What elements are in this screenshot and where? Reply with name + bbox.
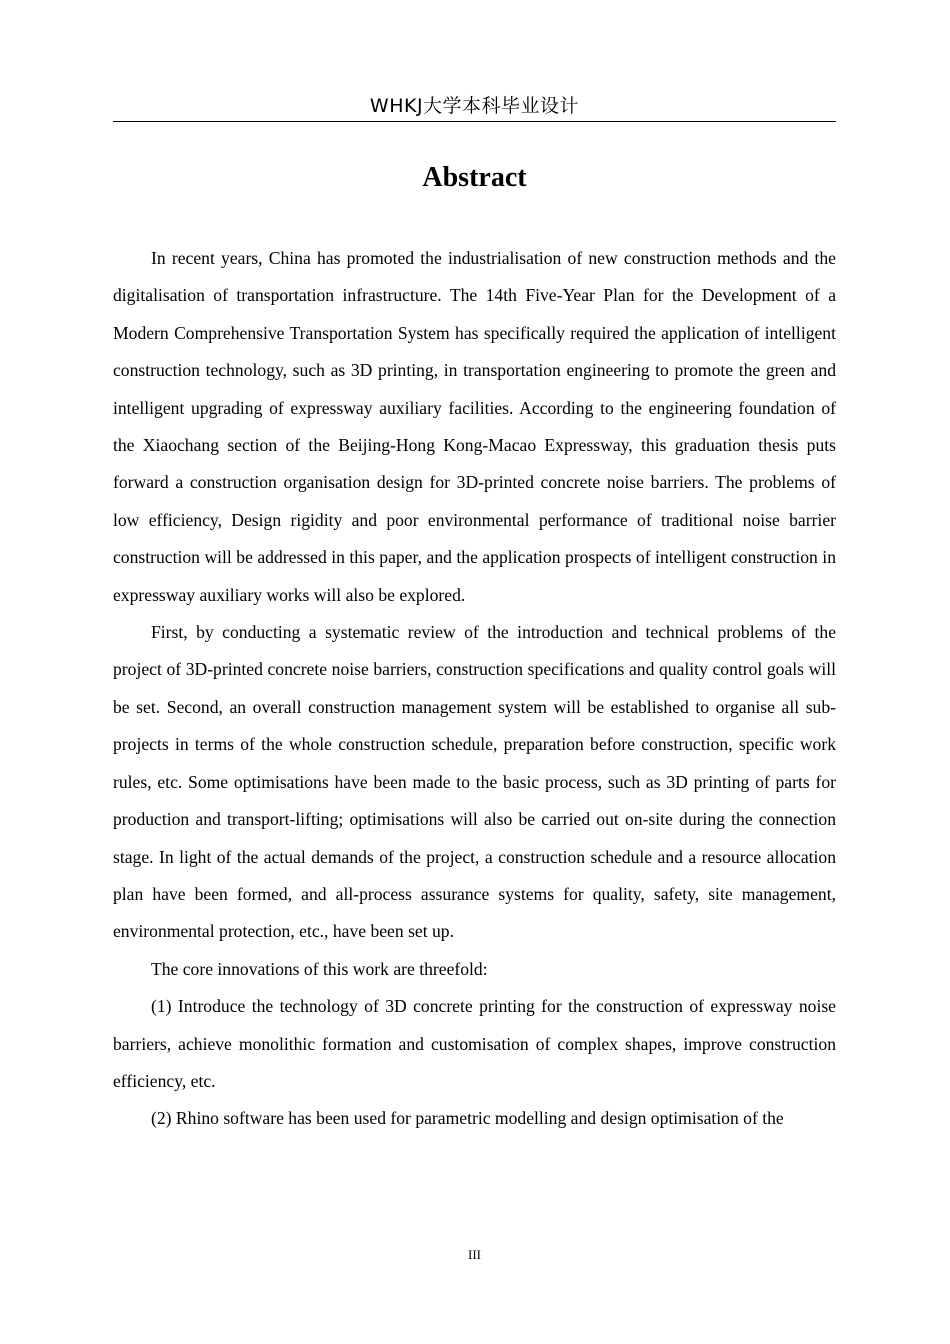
abstract-paragraph-3: The core innovations of this work are threefold: [151, 958, 488, 979]
abstract-title: Abstract [422, 162, 527, 193]
abstract-paragraph-4: (1) Introduce the technology of 3D concrete printing for the construction of expressway noise barriers, achieve monolithic formation and customisation of complex shapes, improve construction efficiency, etc. [113, 996, 836, 1091]
abstract-paragraph-1: In recent years, China has promoted the industrialisation of new construction methods and the digitalisation of transportation infrastructure. The 14th Five-Year Plan for the Development of a Modern Comprehensive Transportation System has specifically required the application of intelligent construction technology, such as 3D printing, in transportation engineering to promote the green and intelligent upgrading of expressway auxiliary facilities. According to the engineering foundation of the Xiaochang section of the Beijing-Hong Kong-Macao Expressway, this graduation thesis puts forward a construction organisation design for 3D-printed concrete noise barriers. The problems of low efficiency, Design rigidity and poor environmental performance of traditional noise barrier construction will be addressed in this paper, and the application prospects of intelligent construction in expressway auxiliary works will also be explored. [113, 248, 836, 605]
abstract-paragraph-2: First, by conducting a systematic review of the introduction and technical problems of the project of 3D-printed concrete noise barriers, construction specifications and quality control goals will be set. Second, an overall construction management system will be established to organise all sub-projects in terms of the whole construction schedule, preparation before construction, specific work rules, etc. Some optimisations have been made to the basic process, such as 3D printing of parts for production and transport-lifting; optimisations will also be carried out on-site during the connection stage. In light of the actual demands of the project, a construction schedule and a resource allocation plan have been formed, and all-process assurance systems for quality, safety, site management, environmental protection, etc., have been set up. [113, 622, 836, 942]
header-rule [113, 121, 836, 122]
abstract-paragraph-5: (2) Rhino software has been used for parametric modelling and design optimisation of the [151, 1108, 784, 1129]
abstract-body [113, 240, 836, 1138]
running-header: WHKJ大学本科毕业设计 [369, 95, 580, 117]
page-number: III [468, 1247, 481, 1262]
